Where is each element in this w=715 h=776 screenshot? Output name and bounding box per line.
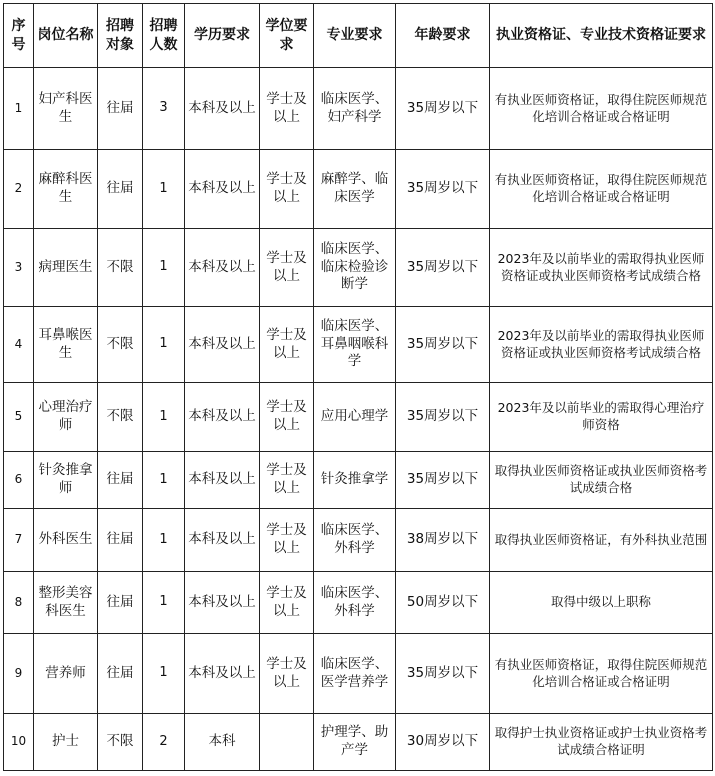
cell-position: 病理医生 — [34, 229, 98, 307]
table-row — [4, 307, 713, 383]
cell-degree: 学士及以上 — [260, 383, 314, 452]
cell-no: 2 — [4, 150, 34, 229]
cell-target: 往届 — [98, 68, 143, 150]
cell-education: 本科及以上 — [185, 572, 260, 634]
cell-degree: 学士及以上 — [260, 509, 314, 572]
cell-target: 往届 — [98, 509, 143, 572]
cell-degree: 学士及以上 — [260, 572, 314, 634]
header-certificate: 执业资格证、专业技术资格证要求 — [490, 4, 713, 68]
table-row — [4, 229, 713, 307]
cell-certificate: 取得执业医师资格证或执业医师资格考试成绩合格 — [490, 452, 713, 509]
cell-certificate: 有执业医师资格证，取得住院医师规范化培训合格证或合格证明 — [490, 150, 713, 229]
cell-count: 1 — [143, 452, 185, 509]
cell-count: 1 — [143, 150, 185, 229]
cell-major: 临床医学、外科学 — [314, 509, 396, 572]
cell-education: 本科及以上 — [185, 383, 260, 452]
cell-no: 7 — [4, 509, 34, 572]
cell-no: 5 — [4, 383, 34, 452]
cell-education: 本科及以上 — [185, 634, 260, 714]
cell-education: 本科 — [185, 714, 260, 771]
header-position: 岗位名称 — [34, 4, 98, 68]
cell-no: 8 — [4, 572, 34, 634]
table-row — [4, 150, 713, 229]
cell-no: 1 — [4, 68, 34, 150]
table-row — [4, 452, 713, 509]
cell-position: 营养师 — [34, 634, 98, 714]
cell-target: 不限 — [98, 383, 143, 452]
cell-major: 临床医学、临床检验诊断学 — [314, 229, 396, 307]
cell-education: 本科及以上 — [185, 307, 260, 383]
cell-degree: 学士及以上 — [260, 68, 314, 150]
cell-certificate: 有执业医师资格证，取得住院医师规范化培训合格证或合格证明 — [490, 68, 713, 150]
cell-count: 3 — [143, 68, 185, 150]
cell-certificate: 2023年及以前毕业的需取得执业医师资格证或执业医师资格考试成绩合格 — [490, 307, 713, 383]
cell-target: 往届 — [98, 452, 143, 509]
cell-age: 35周岁以下 — [396, 634, 490, 714]
cell-count: 1 — [143, 307, 185, 383]
cell-degree: 学士及以上 — [260, 307, 314, 383]
table-row — [4, 68, 713, 150]
cell-position: 针灸推拿师 — [34, 452, 98, 509]
cell-degree — [260, 714, 314, 771]
cell-education: 本科及以上 — [185, 229, 260, 307]
cell-major: 临床医学、妇产科学 — [314, 68, 396, 150]
cell-degree: 学士及以上 — [260, 634, 314, 714]
cell-count: 1 — [143, 572, 185, 634]
header-target: 招聘对象 — [98, 4, 143, 68]
cell-certificate: 取得中级以上职称 — [490, 572, 713, 634]
cell-degree: 学士及以上 — [260, 150, 314, 229]
cell-count: 1 — [143, 509, 185, 572]
cell-certificate: 取得护士执业资格证或护士执业资格考试成绩合格证明 — [490, 714, 713, 771]
cell-age: 35周岁以下 — [396, 307, 490, 383]
cell-no: 10 — [4, 714, 34, 771]
header-education: 学历要求 — [185, 4, 260, 68]
table-row — [4, 714, 713, 771]
header-degree: 学位要求 — [260, 4, 314, 68]
cell-position: 护士 — [34, 714, 98, 771]
header-major: 专业要求 — [314, 4, 396, 68]
cell-major: 临床医学、外科学 — [314, 572, 396, 634]
header-no: 序号 — [4, 4, 34, 68]
cell-target: 不限 — [98, 714, 143, 771]
cell-degree: 学士及以上 — [260, 229, 314, 307]
cell-education: 本科及以上 — [185, 452, 260, 509]
cell-no: 3 — [4, 229, 34, 307]
cell-certificate: 取得执业医师资格证，有外科执业范围 — [490, 509, 713, 572]
cell-no: 9 — [4, 634, 34, 714]
cell-age: 35周岁以下 — [396, 229, 490, 307]
cell-no: 4 — [4, 307, 34, 383]
cell-certificate: 2023年及以前毕业的需取得心理治疗师资格 — [490, 383, 713, 452]
cell-major: 护理学、助产学 — [314, 714, 396, 771]
cell-age: 35周岁以下 — [396, 150, 490, 229]
header-age: 年龄要求 — [396, 4, 490, 68]
cell-target: 往届 — [98, 150, 143, 229]
table-row — [4, 572, 713, 634]
cell-major: 麻醉学、临床医学 — [314, 150, 396, 229]
header-row — [4, 4, 713, 68]
cell-age: 35周岁以下 — [396, 68, 490, 150]
cell-position: 耳鼻喉医生 — [34, 307, 98, 383]
table-row — [4, 383, 713, 452]
cell-age: 38周岁以下 — [396, 509, 490, 572]
cell-major: 临床医学、耳鼻咽喉科学 — [314, 307, 396, 383]
cell-degree: 学士及以上 — [260, 452, 314, 509]
cell-no: 6 — [4, 452, 34, 509]
header-count: 招聘人数 — [143, 4, 185, 68]
table-row — [4, 509, 713, 572]
cell-education: 本科及以上 — [185, 68, 260, 150]
cell-education: 本科及以上 — [185, 150, 260, 229]
cell-count: 1 — [143, 383, 185, 452]
cell-count: 1 — [143, 634, 185, 714]
cell-major: 应用心理学 — [314, 383, 396, 452]
cell-position: 麻醉科医生 — [34, 150, 98, 229]
cell-education: 本科及以上 — [185, 509, 260, 572]
cell-position: 整形美容科医生 — [34, 572, 98, 634]
cell-position: 妇产科医生 — [34, 68, 98, 150]
cell-age: 35周岁以下 — [396, 383, 490, 452]
cell-major: 针灸推拿学 — [314, 452, 396, 509]
cell-age: 30周岁以下 — [396, 714, 490, 771]
cell-position: 外科医生 — [34, 509, 98, 572]
cell-age: 50周岁以下 — [396, 572, 490, 634]
table-row — [4, 634, 713, 714]
cell-certificate: 2023年及以前毕业的需取得执业医师资格证或执业医师资格考试成绩合格 — [490, 229, 713, 307]
cell-count: 1 — [143, 229, 185, 307]
recruitment-table — [3, 3, 713, 771]
cell-major: 临床医学、医学营养学 — [314, 634, 396, 714]
cell-target: 不限 — [98, 229, 143, 307]
cell-position: 心理治疗师 — [34, 383, 98, 452]
cell-certificate: 有执业医师资格证，取得住院医师规范化培训合格证或合格证明 — [490, 634, 713, 714]
cell-target: 往届 — [98, 572, 143, 634]
cell-count: 2 — [143, 714, 185, 771]
cell-target: 不限 — [98, 307, 143, 383]
cell-age: 35周岁以下 — [396, 452, 490, 509]
cell-target: 往届 — [98, 634, 143, 714]
